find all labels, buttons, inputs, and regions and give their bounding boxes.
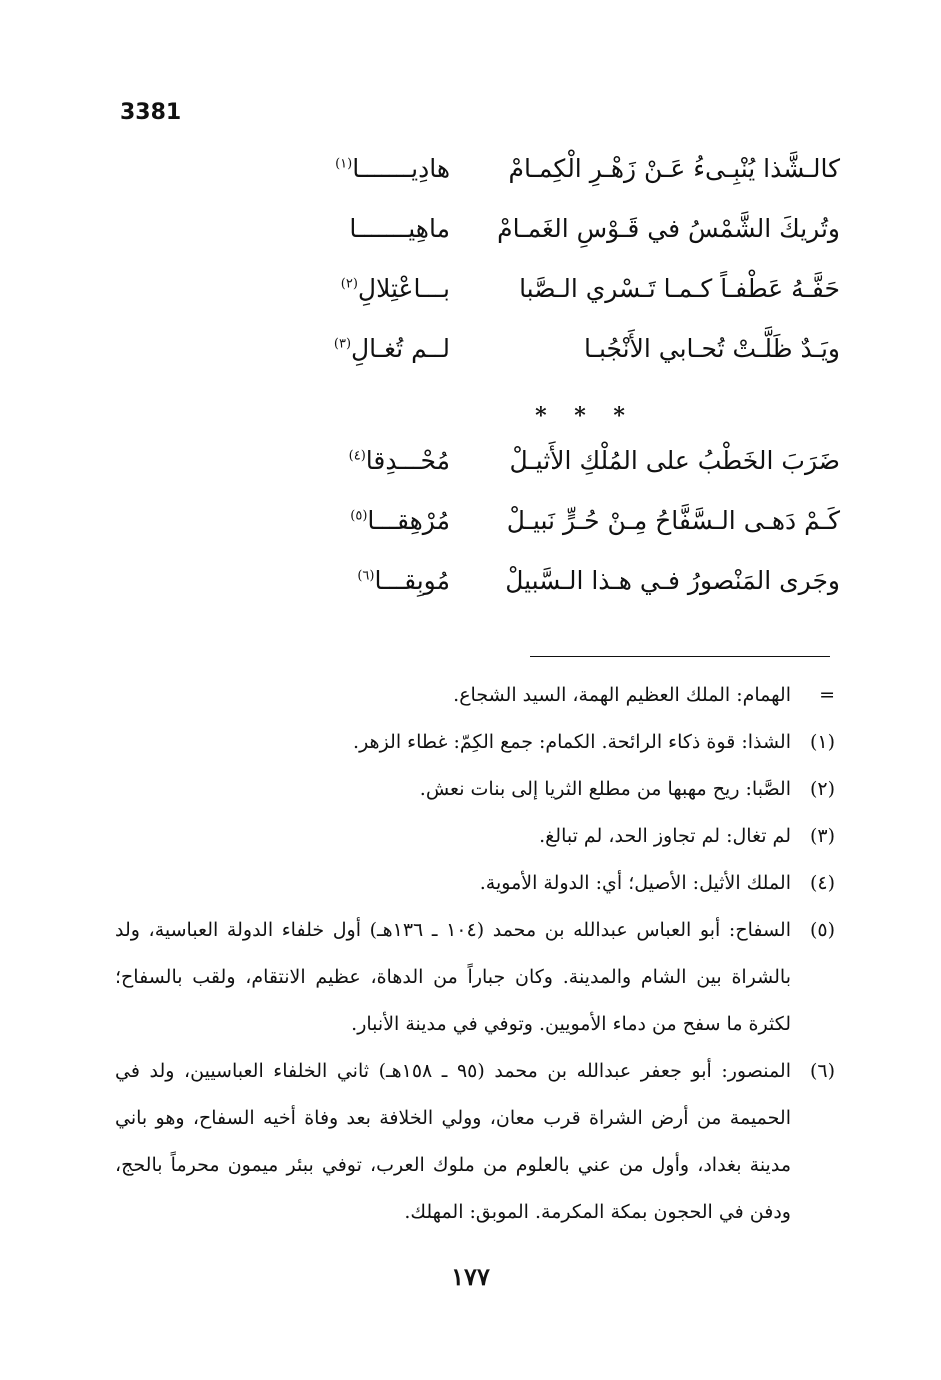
hemistich-text: مُرْهِقـــا — [367, 506, 450, 535]
verse-first-hemistich: ويَـدٌ ظَلَّـتْ تُحـابي الأَنْجُبـا — [584, 334, 840, 363]
footnote-text: المنصور: أبو جعفر عبدالله بن محمد (٩٥ ـ ١٥٨هـ) ثاني الخلفاء العباسيين، ولد في الحميمة من أرض الشراة قرب معان، وولي الخلافة بعد وفاة أخيه السفاح، وهو باني مدينة بغداد، وأول من عني بالعلوم من ملوك العرب، توفي ببئر ميمون محرماً بالحج، ودفن في الحجون بمكة المكرمة. الموبق: المهلك. — [115, 1060, 791, 1223]
footnote-number: (٢) — [809, 778, 835, 800]
footnote-text: الملك الأثيل: الأصيل؛ أي: الدولة الأموية. — [479, 872, 791, 894]
verse-first-hemistich: وجَرى المَنْصورُ فـي هـذا الـسَّبيلْ — [505, 566, 840, 595]
footnote — [115, 1048, 835, 1236]
verse — [300, 330, 840, 390]
footnote-text: الهمام: الملك العظيم الهمة، السيد الشجاع. — [453, 684, 791, 706]
hemistich-text: هادِيـــــــا — [352, 154, 450, 183]
footnote-number: (٥) — [809, 919, 835, 941]
footnote-marker: (٢) — [340, 276, 358, 292]
verse-first-hemistich: ضَرَبَ الخَطْبُ على المُلْكِ الأَثيـلْ — [509, 446, 840, 475]
footnote-marker: (١) — [335, 156, 353, 172]
footnote-number: = — [819, 684, 835, 706]
footnote-number: (٣) — [809, 825, 835, 847]
hemistich-text: بـــاعْتِلالِ — [357, 274, 450, 303]
verse — [300, 502, 840, 562]
footnote — [115, 813, 835, 860]
hemistich-text: ماهِيـــــــا — [349, 214, 450, 243]
footnote-marker: (٣) — [333, 336, 352, 352]
footnote-text: لم تغال: لم تجاوز الحد، لم تبالغ. — [539, 825, 791, 847]
verse — [300, 562, 840, 622]
verse-first-hemistich: كالـشَّذا يُنْبِـىءُ عَـنْ زَهْـرِ الْكِمـامْ — [508, 154, 840, 183]
footnote-marker: (٥) — [350, 508, 368, 524]
verse-second-hemistich — [300, 334, 450, 363]
footnote — [115, 860, 835, 907]
poem — [300, 150, 840, 622]
hemistich-text: مُحْـــدِقا — [365, 446, 450, 475]
footnote-number: (٤) — [809, 872, 835, 894]
verse-second-hemistich — [300, 274, 450, 303]
page-number: ١٧٧ — [451, 1262, 490, 1291]
verse-first-hemistich: كَـمْ دَهـى الـسَّفَّاحُ مِـنْ حُـرٍّ نَبيـلْ — [506, 506, 840, 535]
footnote — [115, 766, 835, 813]
verse-first-hemistich: حَفَّـهُ عَطْفـاً كـمـا تَـسْري الـصَّبا — [519, 274, 840, 303]
footnote-text: الصَّبا: ريح مهبها من مطلع الثريا إلى بنات نعش. — [419, 778, 791, 800]
verse-second-hemistich — [300, 154, 450, 183]
hemistich-text: لــم تُغـالِ — [351, 334, 450, 363]
verse-second-hemistich — [300, 214, 450, 243]
verse-second-hemistich — [300, 446, 450, 475]
verse — [300, 210, 840, 270]
hemistich-text: مُوبِقـــا — [374, 566, 450, 595]
footnote-number: (١) — [809, 731, 835, 753]
footnote — [115, 719, 835, 766]
verse-second-hemistich — [300, 566, 450, 595]
verse — [300, 150, 840, 210]
footnote-number: (٦) — [809, 1060, 835, 1082]
footnote-divider — [530, 656, 830, 657]
footnote-marker: (٦) — [357, 568, 375, 584]
verse — [300, 442, 840, 502]
footnote-text: الشذا: قوة ذكاء الرائحة. الكمام: جمع الكِمّ: غطاء الزهر. — [353, 731, 791, 753]
footnote — [115, 907, 835, 1048]
page-id-label: 3381 — [120, 100, 182, 125]
footnote — [115, 672, 835, 719]
verse — [300, 270, 840, 330]
verse-first-hemistich: وتُريكَ الشَّمْسُ في قَـوْسِ الغَمـامْ — [497, 214, 840, 243]
footnote-marker: (٤) — [348, 448, 366, 464]
verse-second-hemistich — [300, 506, 450, 535]
footnotes — [115, 672, 835, 1236]
stanza-separator: * * * — [535, 403, 635, 429]
footnote-text: السفاح: أبو العباس عبدالله بن محمد (١٠٤ ـ ١٣٦هـ) أول خلفاء الدولة العباسية، ولد بالشراة بين الشام والمدينة. وكان جباراً من الدهاة، عظيم الانتقام، ولقب بالسفاح؛ لكثرة ما سفح من دماء الأمويين. وتوفي في مدينة الأنبار. — [115, 919, 791, 1035]
